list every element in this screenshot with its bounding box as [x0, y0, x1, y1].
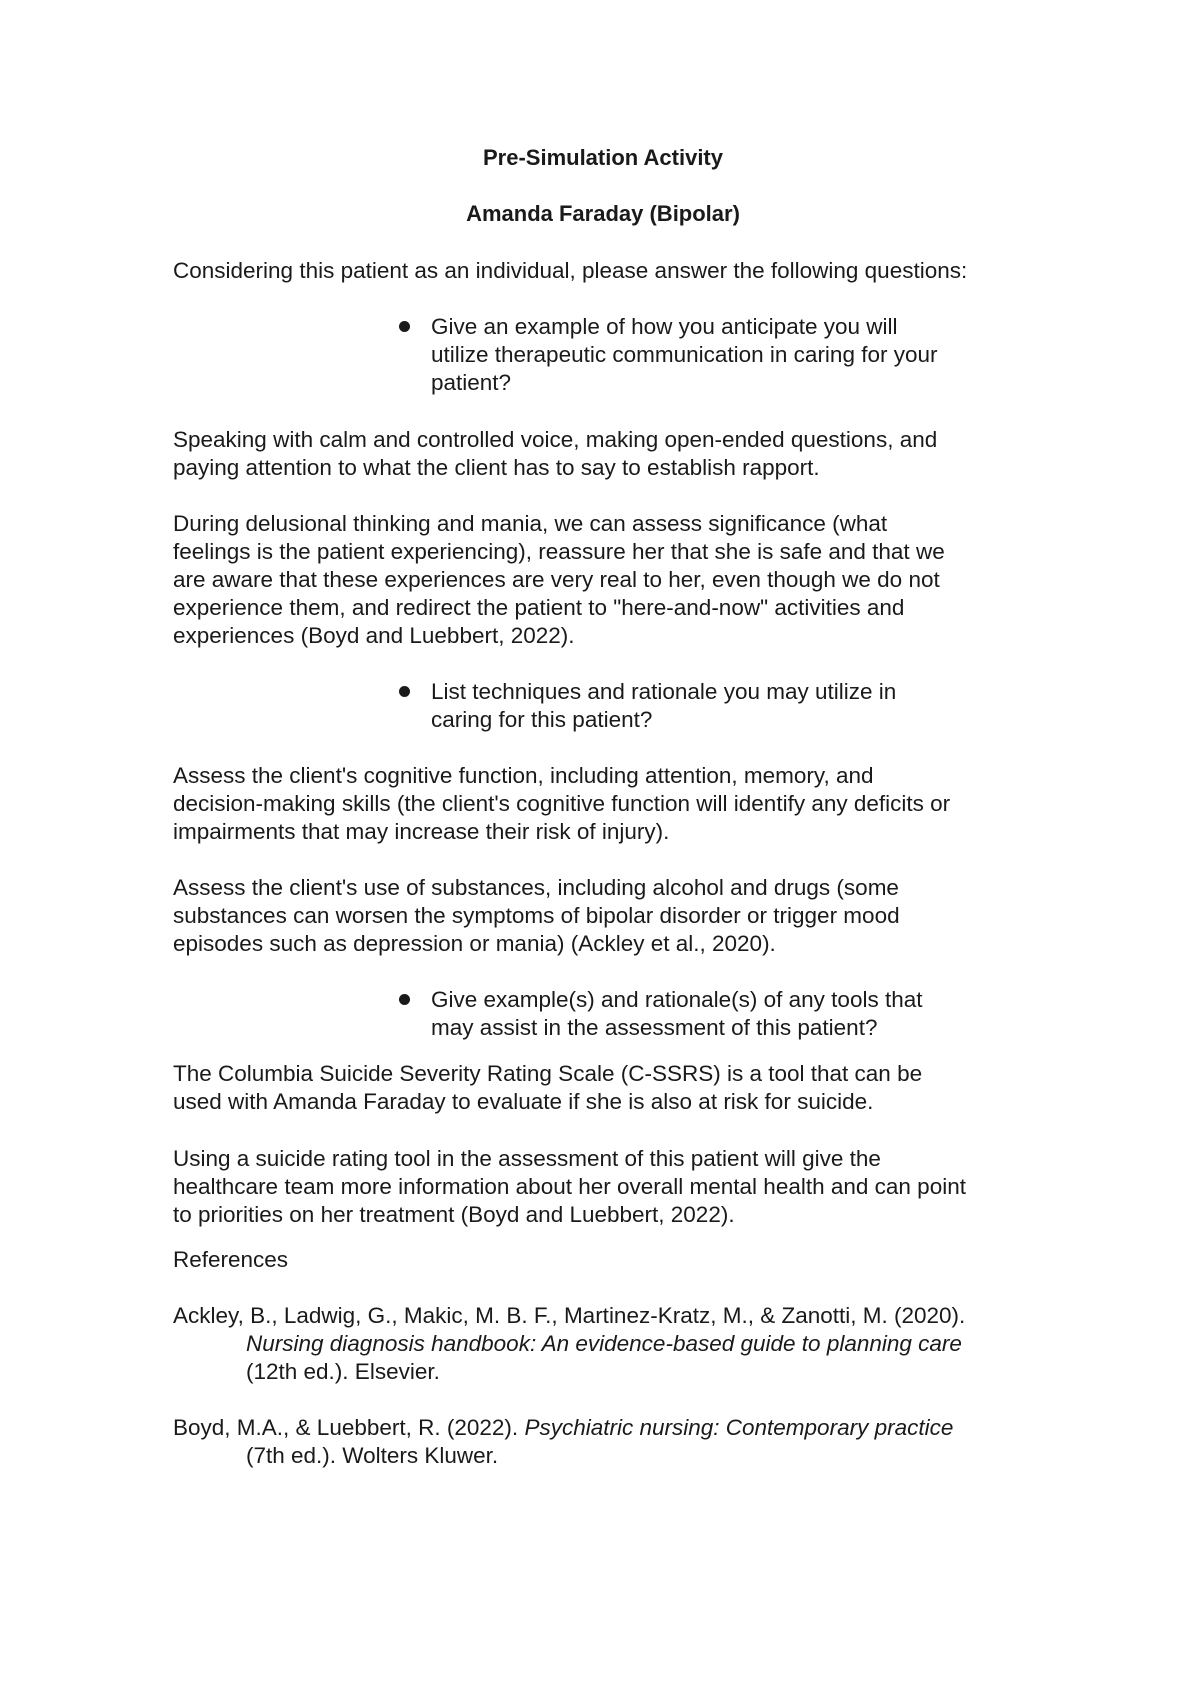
- reference-2-edition: (7th ed.). Wolters Kluwer.: [246, 1443, 499, 1468]
- text-line: impairments that may increase their risk of injury).: [173, 819, 670, 844]
- text-line: used with Amanda Faraday to evaluate if she is also at risk for suicide.: [173, 1089, 874, 1114]
- reference-1-authors: Ackley, B., Ladwig, G., Makic, M. B. F., Martinez-Kratz, M., & Zanotti, M. (2020).: [173, 1303, 966, 1328]
- question-3: [431, 986, 1031, 1042]
- text-line: to priorities on her treatment (Boyd and Luebbert, 2022).: [173, 1202, 735, 1227]
- text-line: The Columbia Suicide Severity Rating Scale (C-SSRS) is a tool that can be: [173, 1061, 923, 1086]
- reference-2-title: Psychiatric nursing: Contemporary practice: [524, 1415, 954, 1440]
- text-line: episodes such as depression or mania) (Ackley et al., 2020).: [173, 931, 776, 956]
- answer-1-paragraph-1: [173, 426, 1043, 482]
- answer-2-paragraph-2: [173, 874, 1043, 958]
- bullet-icon: [399, 686, 410, 697]
- reference-2: [173, 1414, 1043, 1470]
- answer-1-paragraph-2: [173, 510, 1043, 650]
- question-1-line-3: patient?: [431, 370, 512, 395]
- question-1-line-2: utilize therapeutic communication in caring for your: [431, 342, 938, 367]
- text-line: Assess the client's use of substances, including alcohol and drugs (some: [173, 875, 899, 900]
- text-line: Using a suicide rating tool in the assessment of this patient will give the: [173, 1146, 881, 1171]
- question-2-line-1: List techniques and rationale you may utilize in: [431, 679, 897, 704]
- text-line: decision-making skills (the client's cognitive function will identify any deficits or: [173, 791, 951, 816]
- text-line: are aware that these experiences are very real to her, even though we do not: [173, 567, 940, 592]
- question-2-line-2: caring for this patient?: [431, 707, 653, 732]
- text-line: experience them, and redirect the patient to "here-and-now" activities and: [173, 595, 905, 620]
- text-line: experiences (Boyd and Luebbert, 2022).: [173, 623, 575, 648]
- reference-1: [173, 1302, 1043, 1386]
- bullet-icon: [399, 321, 410, 332]
- reference-1-title: Nursing diagnosis handbook: An evidence-based guide to planning care: [246, 1331, 962, 1356]
- bullet-icon: [399, 994, 410, 1005]
- text-line: During delusional thinking and mania, we can assess significance (what: [173, 511, 888, 536]
- text-line: Assess the client's cognitive function, including attention, memory, and: [173, 763, 874, 788]
- text-line: healthcare team more information about her overall mental health and can point: [173, 1174, 966, 1199]
- document-title: Pre-Simulation Activity: [482, 145, 723, 170]
- reference-2-first-line: [173, 1414, 1043, 1442]
- text-line: paying attention to what the client has to say to establish rapport.: [173, 455, 820, 480]
- text-line: Speaking with calm and controlled voice, making open-ended questions, and: [173, 427, 938, 452]
- question-2: [431, 678, 1031, 734]
- question-3-line-2: may assist in the assessment of this patient?: [431, 1015, 878, 1040]
- reference-1-edition: (12th ed.). Elsevier.: [246, 1359, 440, 1384]
- answer-2-paragraph-1: [173, 762, 1043, 846]
- text-line: feelings is the patient experiencing), reassure her that she is safe and that we: [173, 539, 945, 564]
- question-1: [431, 313, 1031, 397]
- answer-3-paragraph-1: [173, 1060, 1043, 1116]
- text-line: substances can worsen the symptoms of bipolar disorder or trigger mood: [173, 903, 900, 928]
- question-1-line-1: Give an example of how you anticipate you will: [431, 314, 898, 339]
- references-heading: References: [173, 1247, 289, 1272]
- document-subtitle: Amanda Faraday (Bipolar): [466, 201, 740, 226]
- intro-text: Considering this patient as an individual, please answer the following questions:: [173, 258, 968, 283]
- answer-3-paragraph-2: [173, 1145, 1043, 1229]
- reference-2-authors: Boyd, M.A., & Luebbert, R. (2022).: [173, 1415, 519, 1440]
- question-3-line-1: Give example(s) and rationale(s) of any tools that: [431, 987, 923, 1012]
